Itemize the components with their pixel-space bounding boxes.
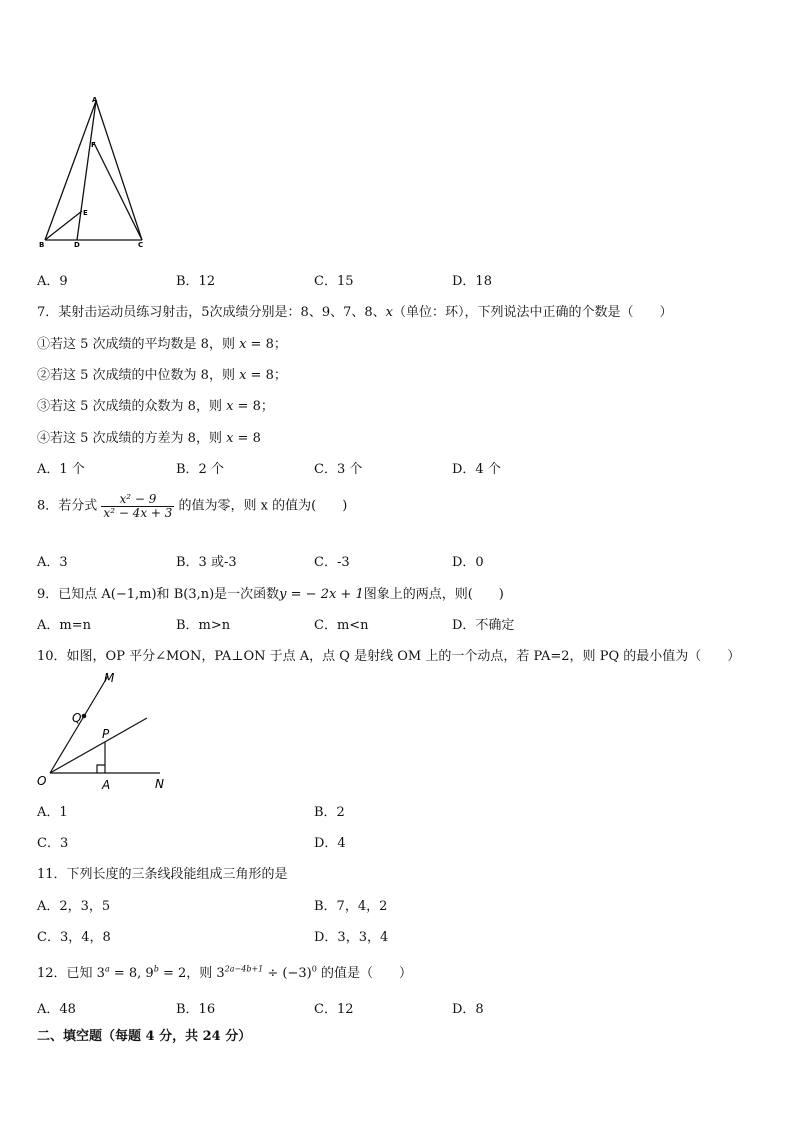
q6-option-d: D．18 <box>452 274 492 289</box>
q9-option-b: B．m>n <box>176 618 231 633</box>
q8-option-d: D．0 <box>452 555 484 570</box>
q9-option-a: A．m=n <box>37 618 91 633</box>
q6-option-c: C．15 <box>314 274 354 289</box>
q11-stem: 11．下列长度的三条线段能组成三角形的是 <box>37 867 288 882</box>
q11-option-b: B．7，4，2 <box>314 899 388 914</box>
q9-option-c: C．m<n <box>314 618 369 633</box>
q7-statement-2: ②若这 5 次成绩的中位数为 8，则 x = 8； <box>37 368 287 383</box>
q11-option-a: A．2，3，5 <box>37 899 111 914</box>
q7-statement-1: ①若这 5 次成绩的平均数是 8，则 x = 8； <box>37 337 287 352</box>
label-m: M <box>104 671 115 685</box>
q12-stem: 12．已知 $3^a = 8$, $9^b = 2$，则 $3^{2a-4b+1} \div (-3)^0$ 的值是（ ） <box>37 964 412 981</box>
q7-statement-4: ④若这 5 次成绩的方差为 8，则 x = 8 <box>37 431 261 446</box>
q10-stem: 10．如图，OP 平分∠MON，PA⊥ON 于点 A，点 Q 是射线 OM 上的一个动点，若 PA=2，则 PQ 的最小值为（ ） <box>37 649 741 664</box>
label-b: B <box>39 241 45 249</box>
q11-option-c: C．3，4，8 <box>37 930 111 945</box>
label-p: P <box>102 727 110 741</box>
q6-option-b: B．12 <box>176 274 216 289</box>
q8-stem: 8．若分式 $\frac{\text{x² − 9}}{\text{x² − 4x + 3}}$ 的值为零，则 x 的值为( ) <box>37 492 348 520</box>
q7-option-c: C．3 个 <box>314 462 363 477</box>
section-heading: 二、填空题（每题 4 分，共 24 分） <box>37 1029 252 1044</box>
q12-option-d: D．8 <box>452 1002 484 1017</box>
q9-option-d: D．不确定 <box>452 618 515 633</box>
label-q: Q <box>72 711 82 725</box>
q7-option-b: B．2 个 <box>176 462 224 477</box>
label-a: A <box>92 96 98 104</box>
q10-option-d: D．4 <box>314 836 346 851</box>
q9-stem: 9．已知点 A(−1,m)和 B(3,n)是一次函数y = − 2x + 1图象上的两点，则( ) <box>37 587 504 602</box>
angle-bisector-figure <box>34 670 184 794</box>
q12-option-c: C．12 <box>314 1002 354 1017</box>
q8-option-b: B．3 或-3 <box>176 555 237 570</box>
label-d: D <box>74 241 80 249</box>
q6-option-a: A．9 <box>37 274 68 289</box>
label-n: N <box>155 777 164 791</box>
triangle-figure <box>34 92 154 252</box>
label-e: E <box>83 209 88 217</box>
q7-stem: 7．某射击运动员练习射击，5次成绩分别是：8、9、7、8、x（单位：环），下列说法中正确的个数是（ ） <box>37 305 673 320</box>
q7-option-d: D．4 个 <box>452 462 501 477</box>
label-a: A <box>102 778 111 792</box>
q12-option-b: B．16 <box>176 1002 216 1017</box>
q10-option-a: A．1 <box>37 805 68 820</box>
label-o: O <box>37 774 47 788</box>
q12-option-a: A．48 <box>37 1002 76 1017</box>
q7-option-a: A．1 个 <box>37 462 85 477</box>
q10-option-c: C．3 <box>37 836 69 851</box>
label-f: F <box>91 141 96 149</box>
q11-option-d: D．3，3，4 <box>314 930 389 945</box>
q8-fraction: $\frac{\text{x² − 9}}{\text{x² − 4x + 3}}$ <box>103 492 173 520</box>
q8-option-a: A．3 <box>37 555 68 570</box>
point-q-dot <box>82 714 87 719</box>
label-c: C <box>138 241 144 249</box>
q7-statement-3: ③若这 5 次成绩的众数为 8，则 x = 8； <box>37 399 274 414</box>
q8-option-c: C．-3 <box>314 555 350 570</box>
q10-option-b: B．2 <box>314 805 345 820</box>
